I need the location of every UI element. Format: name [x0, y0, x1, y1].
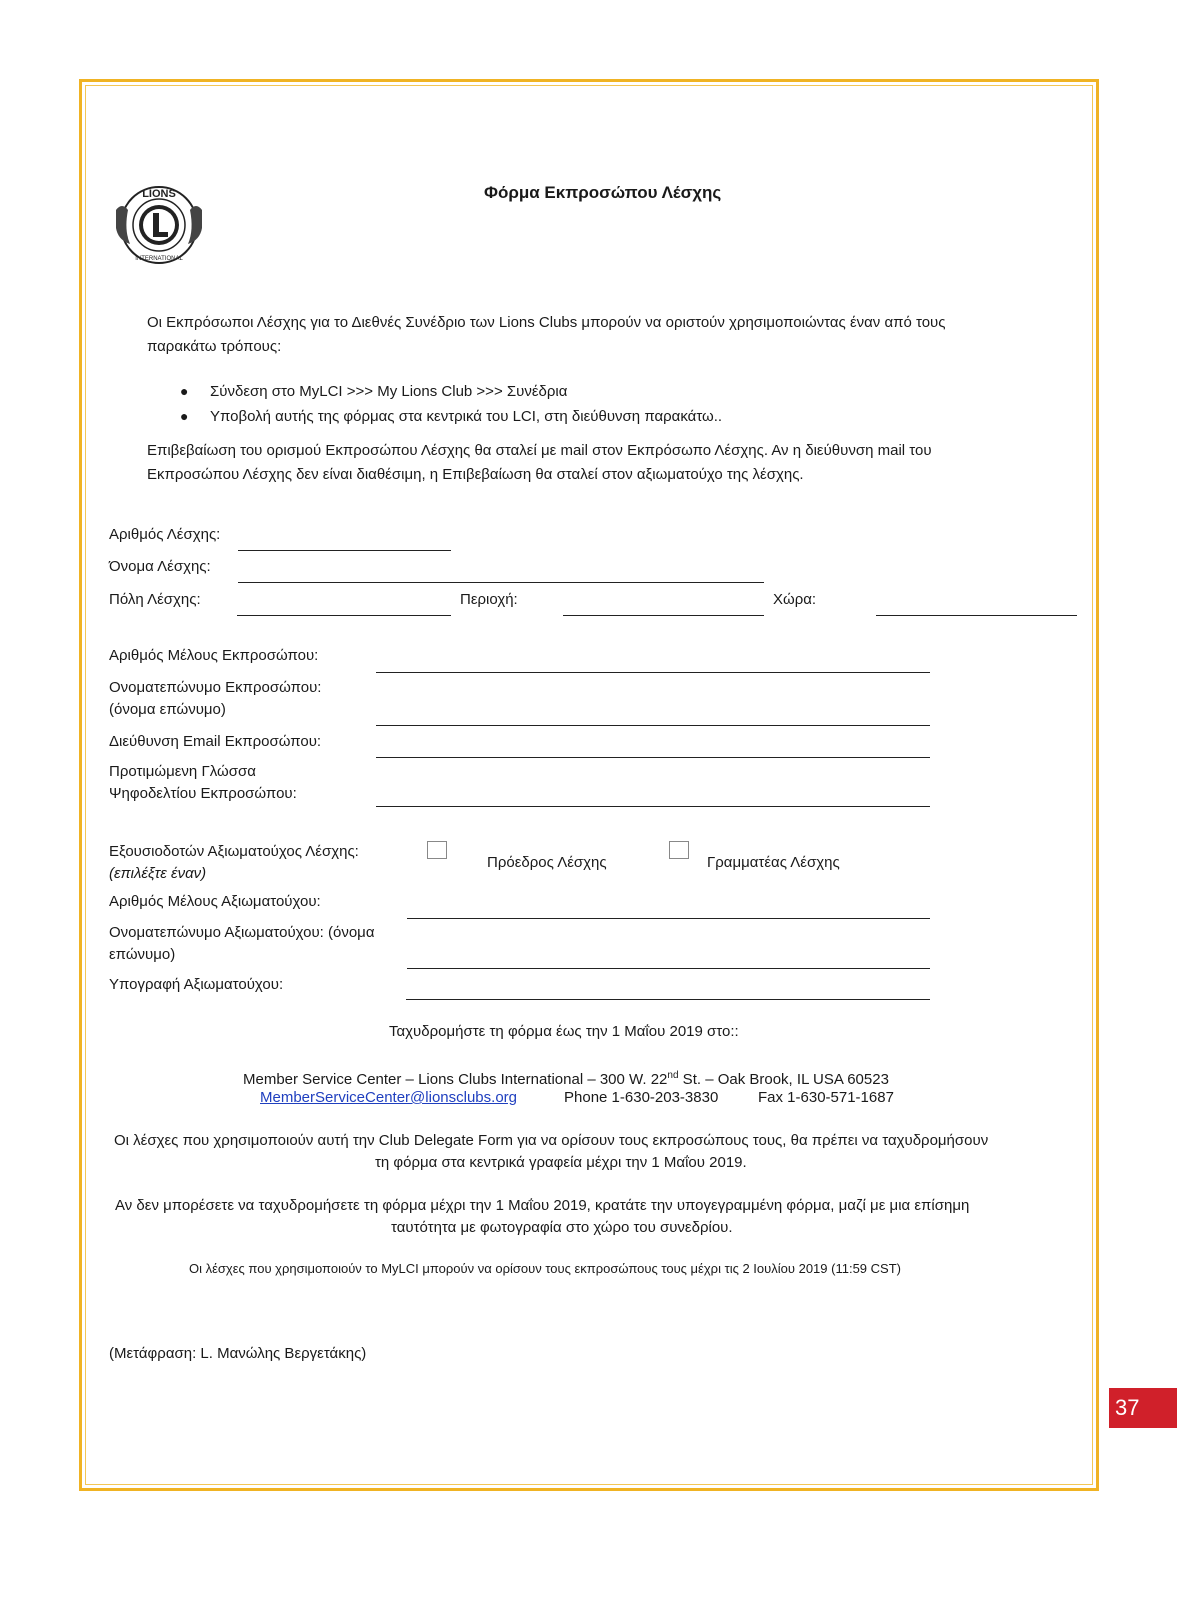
club-city-label: Πόλη Λέσχης: — [109, 591, 201, 608]
phone-number: Phone 1-630-203-3830 — [564, 1089, 719, 1106]
delegate-email-label: Διεύθυνση Email Εκπροσώπου: — [109, 733, 322, 750]
officer-name-label-1: Ονοματεπώνυμο Αξιωματούχου: (όνομα — [109, 924, 375, 941]
club-name-field[interactable] — [238, 582, 764, 583]
delegate-member-number-label: Αριθμός Μέλους Εκπροσώπου: — [109, 647, 319, 664]
delegate-language-field[interactable] — [376, 806, 930, 807]
bullet-icon: ● — [180, 408, 189, 424]
form-title: Φόρμα Εκπροσώπου Λέσχης — [484, 183, 722, 202]
president-option-label: Πρόεδρος Λέσχης — [487, 854, 607, 871]
confirmation-line-2: Εκπροσώπου Λέσχης δεν είναι διαθέσιμη, η Επιβεβαίωση θα σταλεί στον αξιωματούχο της λέσχης. — [147, 466, 804, 483]
note3: Οι λέσχες που χρησιμοποιούν το MyLCI μπορούν να ορίσουν τους εκπροσώπους τους μέχρι τις 2 Ιουλίου 2019 (11:59 CST) — [189, 1261, 901, 1276]
delegate-name-field[interactable] — [376, 725, 930, 726]
region-label: Περιοχή: — [460, 591, 518, 608]
lions-logo — [112, 180, 206, 270]
address-sup: nd — [667, 1070, 679, 1081]
secretary-option-label: Γραμματέας Λέσχης — [707, 854, 840, 871]
address-part-2: St. – Oak Brook, IL USA 60523 — [678, 1071, 889, 1088]
authorized-officer-label: Εξουσιοδοτών Αξιωματούχος Λέσχης: — [109, 843, 359, 860]
intro-line-2: παρακάτω τρόπους: — [147, 338, 282, 355]
logo-text-bottom: INTERNATIONAL — [135, 256, 183, 262]
note1-line-1: Οι λέσχες που χρησιμοποιούν αυτή την Club Delegate Form για να ορίσουν τους εκπροσώπους τους, θα πρέπει να ταχυδρομήσουν — [114, 1132, 989, 1149]
region-field[interactable] — [563, 615, 764, 616]
officer-signature-field[interactable] — [406, 999, 930, 1000]
note2-line-2: ταυτότητα με φωτογραφία στο χώρο του συνεδρίου. — [391, 1219, 733, 1236]
country-label: Χώρα: — [773, 591, 817, 608]
bullet-item-2: Υποβολή αυτής της φόρμας στα κεντρικά του LCI, στη διεύθυνση παρακάτω.. — [210, 408, 723, 425]
delegate-language-label-2: Ψηφοδελτίου Εκπροσώπου: — [109, 785, 297, 802]
translation-credit: (Μετάφραση: L. Μανώλης Βεργετάκης) — [109, 1345, 367, 1362]
secretary-checkbox[interactable] — [669, 841, 689, 859]
officer-name-label-2: επώνυμο) — [109, 946, 176, 963]
club-name-label: Όνομα Λέσχης: — [109, 558, 211, 575]
intro-line-1: Οι Εκπρόσωποι Λέσχης για το Διεθνές Συνέδριο των Lions Clubs μπορούν να οριστούν χρησιμοποιώντας έναν από τους — [147, 314, 946, 331]
officer-name-field[interactable] — [407, 968, 930, 969]
officer-member-number-field[interactable] — [407, 918, 930, 919]
bullet-item-1: Σύνδεση στο MyLCI >>> My Lions Club >>> Συνέδρια — [210, 383, 568, 400]
officer-member-number-label: Αριθμός Μέλους Αξιωματούχου: — [109, 893, 321, 910]
club-city-field[interactable] — [237, 615, 451, 616]
country-field[interactable] — [876, 615, 1077, 616]
member-service-email-link[interactable]: MemberServiceCenter@lionsclubs.org — [260, 1089, 517, 1106]
delegate-language-label-1: Προτιμώμενη Γλώσσα — [109, 763, 256, 780]
delegate-member-number-field[interactable] — [376, 672, 930, 673]
president-checkbox[interactable] — [427, 841, 447, 859]
club-number-field[interactable] — [238, 550, 451, 551]
authorized-officer-hint: (επιλέξτε έναν) — [109, 865, 207, 882]
officer-signature-label: Υπογραφή Αξιωματούχου: — [109, 976, 284, 993]
fax-number: Fax 1-630-571-1687 — [758, 1089, 894, 1106]
page-number: 37 — [1109, 1388, 1177, 1428]
address-part-1: Member Service Center – Lions Clubs International – 300 W. 22 — [243, 1071, 668, 1088]
delegate-name-label-2: (όνομα επώνυμο) — [109, 701, 226, 718]
club-number-label: Αριθμός Λέσχης: — [109, 526, 221, 543]
logo-text-top: LIONS — [142, 188, 176, 200]
note2-line-1: Αν δεν μπορέσετε να ταχυδρομήσετε τη φόρμα μέχρι την 1 Μαΐου 2019, κρατάτε την υπογεγραμμένη φόρμα, μαζί με μια επίσημη — [115, 1197, 970, 1214]
note1-line-2: τη φόρμα στα κεντρικά γραφεία μέχρι την 1 Μαΐου 2019. — [375, 1154, 747, 1171]
confirmation-line-1: Επιβεβαίωση του ορισμού Εκπροσώπου Λέσχης θα σταλεί με mail στον Εκπρόσωπο Λέσχης. Αν η διεύθυνση mail του — [147, 442, 932, 459]
delegate-email-field[interactable] — [376, 757, 930, 758]
delegate-name-label-1: Ονοματεπώνυμο Εκπροσώπου: — [109, 679, 322, 696]
mail-instructions: Ταχυδρομήστε τη φόρμα έως την 1 Μαΐου 2019 στο:: — [389, 1023, 739, 1040]
bullet-icon: ● — [180, 383, 189, 399]
